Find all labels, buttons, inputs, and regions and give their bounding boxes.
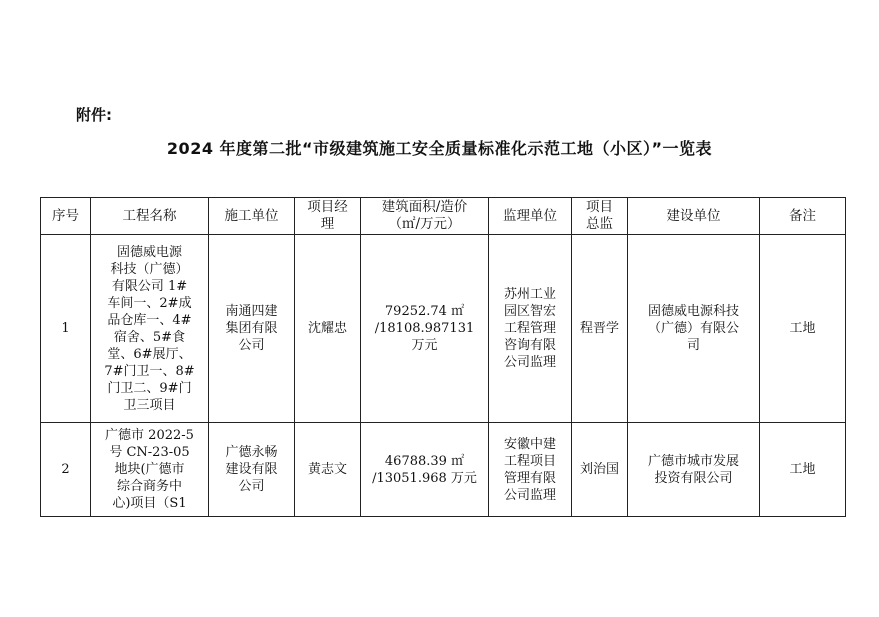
project-table xyxy=(40,197,846,517)
col-header-no: 序号 xyxy=(41,198,91,235)
col-header-area-cost: 建筑面积/造价 （㎡/万元） xyxy=(361,198,489,235)
cell-chief: 刘治国 xyxy=(572,423,628,517)
cell-supervisor: 苏州工业 园区智宏 工程管理 咨询有限 公司监理 xyxy=(489,235,572,423)
col-header-remark: 备注 xyxy=(760,198,846,235)
cell-remark: 工地 xyxy=(760,423,846,517)
cell-area-cost: 46788.39 ㎡ /13051.968 万元 xyxy=(361,423,489,517)
cell-project: 固德威电源 科技（广德） 有限公司 1# 车间一、2#成 品仓库一、4# 宿舍、5#食 堂、6#展厅、 7#门卫一、8# 门卫二、9#门 卫三项目 xyxy=(91,235,209,423)
cell-no: 2 xyxy=(41,423,91,517)
col-header-manager: 项目经 理 xyxy=(295,198,361,235)
cell-area-cost: 79252.74 ㎡ /18108.987131 万元 xyxy=(361,235,489,423)
cell-contractor: 南通四建 集团有限 公司 xyxy=(209,235,295,423)
cell-owner: 广德市城市发展 投资有限公司 xyxy=(628,423,760,517)
cell-owner: 固德威电源科技 （广德）有限公 司 xyxy=(628,235,760,423)
col-header-project: 工程名称 xyxy=(91,198,209,235)
cell-remark: 工地 xyxy=(760,235,846,423)
cell-contractor: 广德永畅 建设有限 公司 xyxy=(209,423,295,517)
cell-chief: 程晋学 xyxy=(572,235,628,423)
cell-no: 1 xyxy=(41,235,91,423)
cell-supervisor: 安徽中建 工程项目 管理有限 公司监理 xyxy=(489,423,572,517)
cell-manager: 黄志文 xyxy=(295,423,361,517)
cell-manager: 沈耀忠 xyxy=(295,235,361,423)
document-title: 2024 年度第二批“市级建筑施工安全质量标准化示范工地（小区）”一览表 xyxy=(166,139,713,158)
table-row xyxy=(41,423,846,517)
col-header-contractor: 施工单位 xyxy=(209,198,295,235)
cell-project-wrapper xyxy=(91,423,209,517)
table-header-row xyxy=(41,198,846,235)
col-header-owner: 建设单位 xyxy=(628,198,760,235)
table-row xyxy=(41,235,846,423)
col-header-chief: 项目 总监 xyxy=(572,198,628,235)
col-header-supervisor: 监理单位 xyxy=(489,198,572,235)
cell-project: 广德市 2022-5 号 CN-23-05 地块(广德市 综合商务中 心)项目（S1 xyxy=(105,428,194,511)
attachment-label: 附件: xyxy=(76,106,112,124)
